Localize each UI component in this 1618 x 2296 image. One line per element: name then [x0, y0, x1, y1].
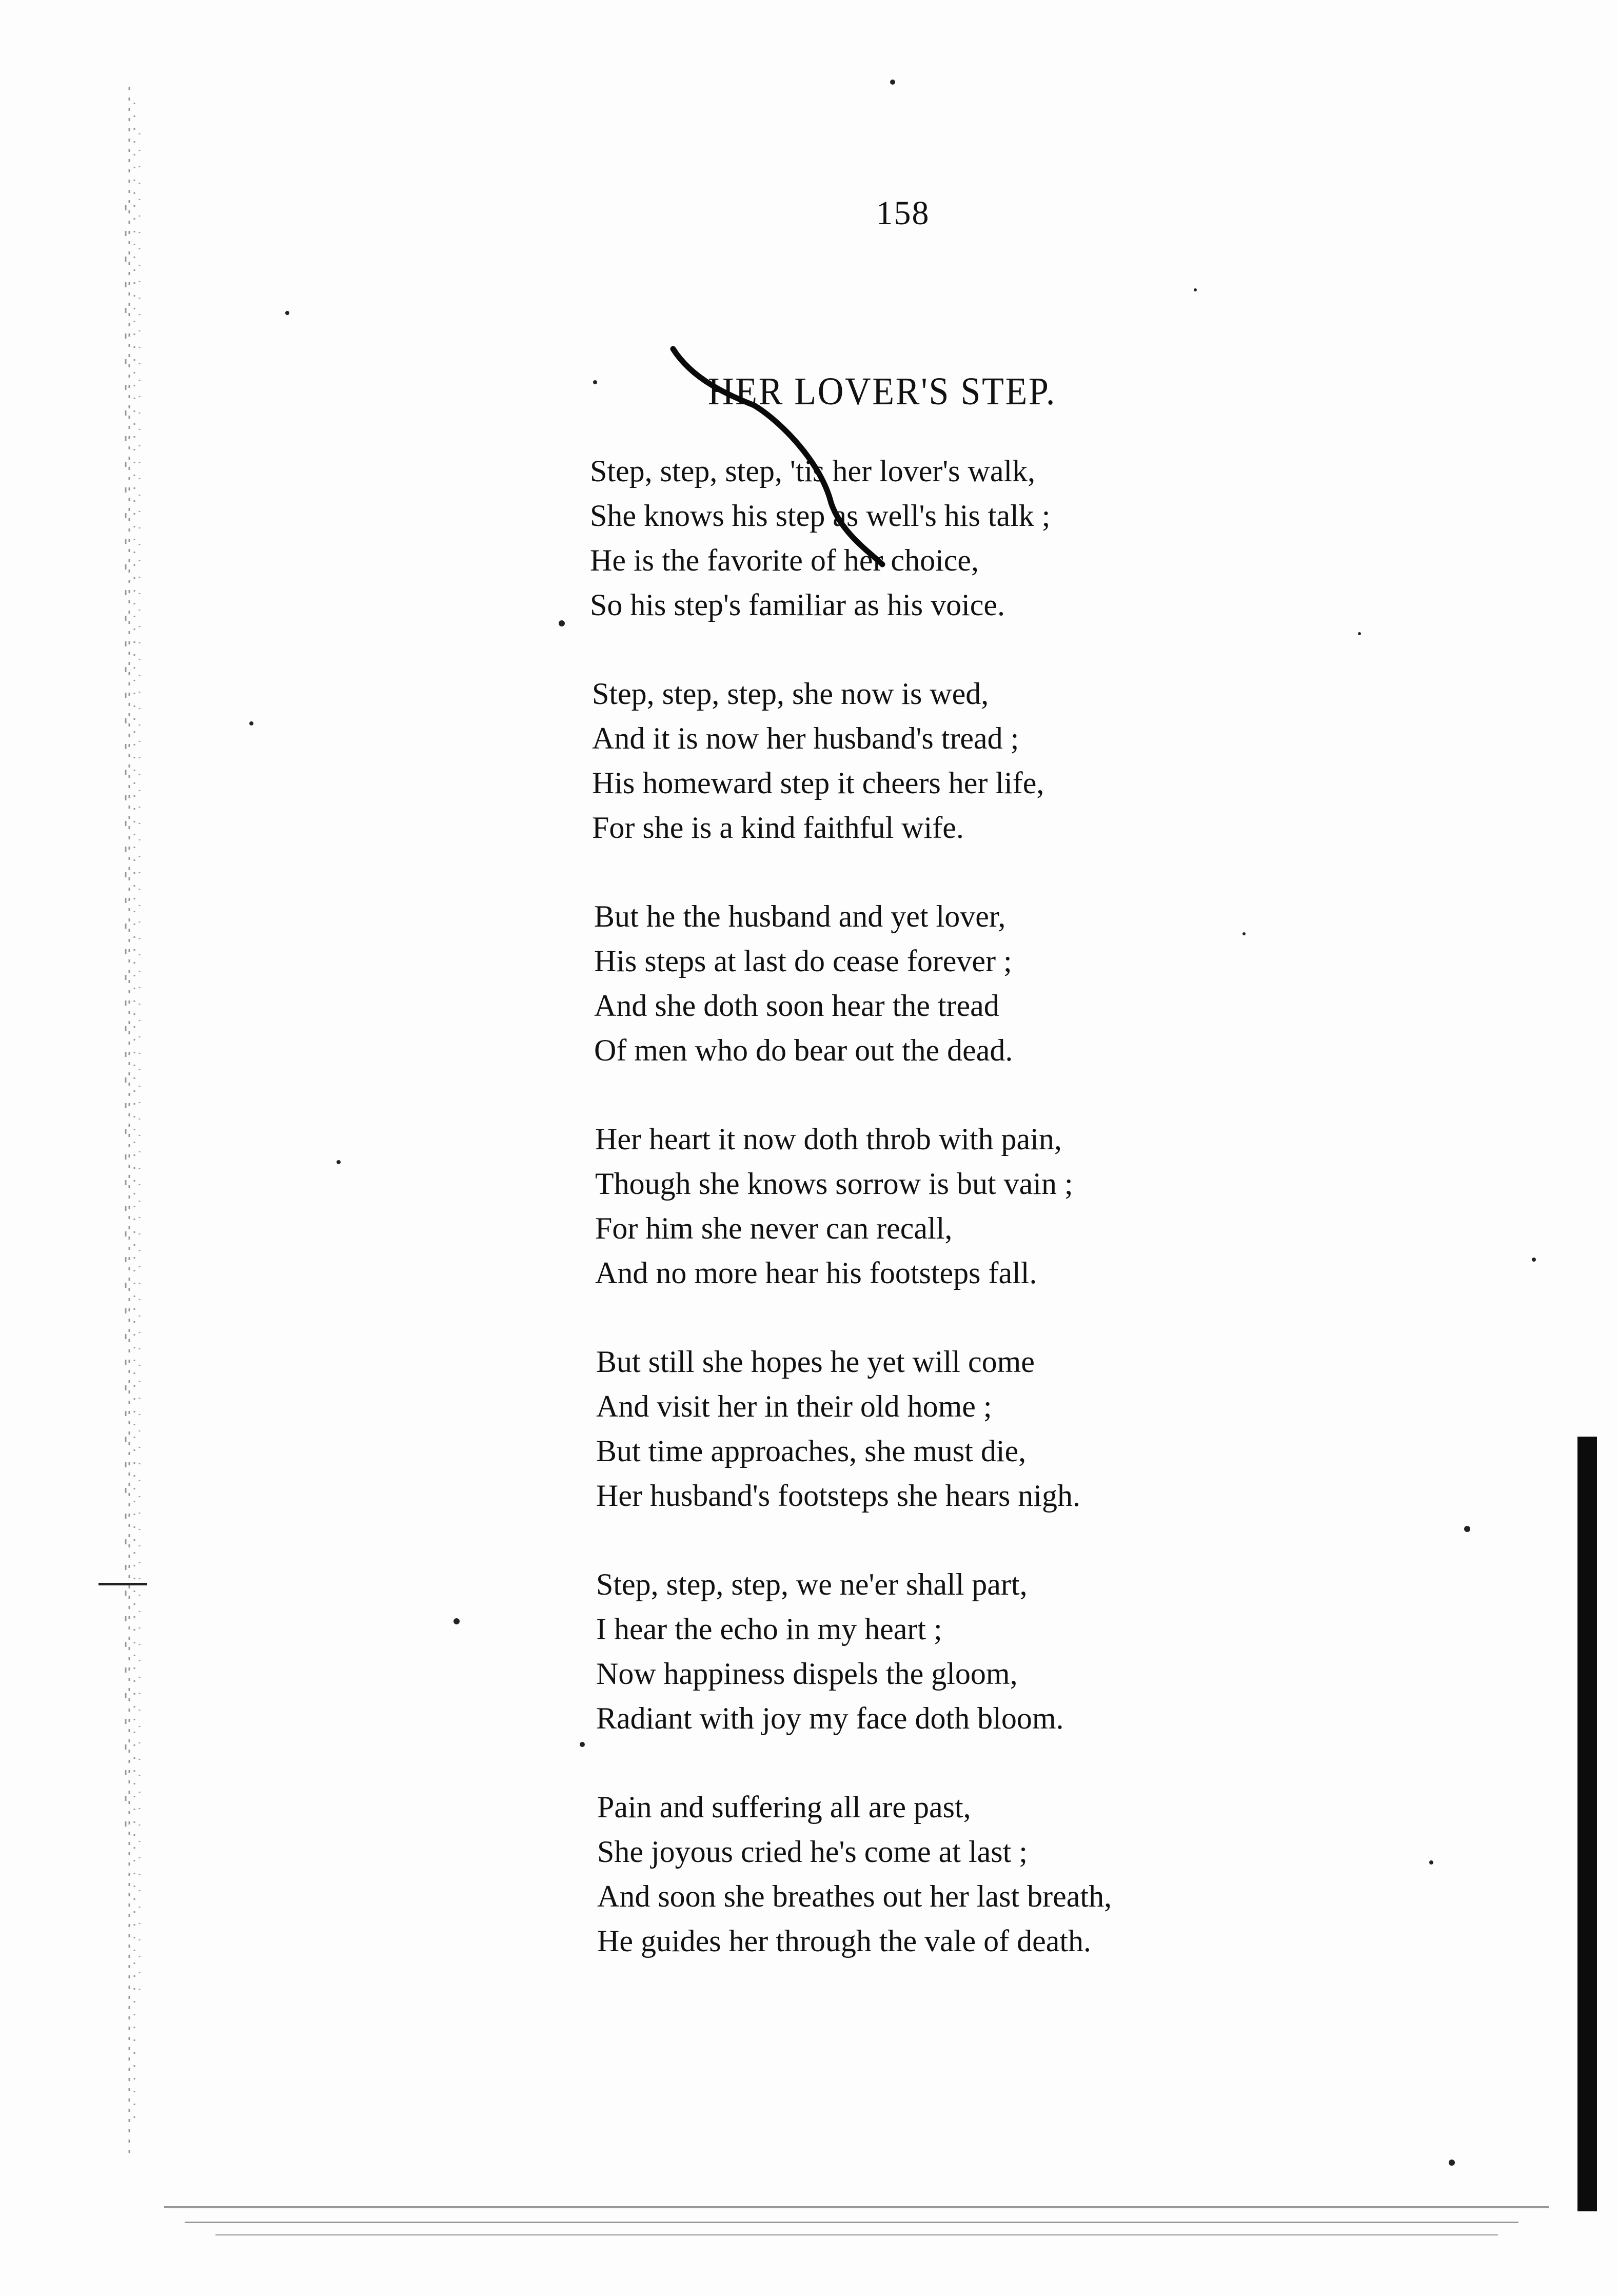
poem-line: I hear the echo in my heart ;	[596, 1612, 942, 1646]
poem-body	[590, 449, 1308, 2008]
poem-line: For she is a kind faithful wife.	[592, 811, 964, 845]
poem-line: Step, step, step, we ne'er shall part,	[596, 1567, 1028, 1601]
poem-line: Her husband's footsteps she hears nigh.	[596, 1479, 1080, 1513]
poem-line: His homeward step it cheers her life,	[592, 766, 1044, 800]
poem-line: She knows his step as well's his talk ;	[590, 499, 1051, 533]
poem-line: He guides her through the vale of death.	[597, 1924, 1092, 1958]
stanza-1	[590, 449, 1308, 627]
poem-line: His steps at last do cease forever ;	[594, 944, 1012, 978]
poem-line: Of men who do bear out the dead.	[594, 1033, 1013, 1067]
stanza-5	[590, 1340, 1308, 1518]
stanza-4	[590, 1117, 1308, 1296]
poem-line: Her heart it now doth throb with pain,	[595, 1122, 1062, 1156]
poem-line: And no more hear his footsteps fall.	[595, 1256, 1037, 1290]
poem-line: Though she knows sorrow is but vain ;	[595, 1167, 1073, 1201]
stanza-7	[590, 1785, 1308, 1964]
page-number: 158	[876, 194, 930, 232]
poem-line: She joyous cried he's come at last ;	[597, 1835, 1028, 1869]
poem-title: HER LOVER'S STEP.	[708, 370, 1057, 413]
poem-line: Step, step, step, 'tis her lover's walk,	[590, 454, 1036, 488]
poem-line: Step, step, step, she now is wed,	[592, 677, 989, 711]
poem-line: But time approaches, she must die,	[596, 1434, 1027, 1468]
stanza-6	[590, 1562, 1308, 1741]
poem-line: And visit her in their old home ;	[596, 1389, 992, 1423]
poem-line: For him she never can recall,	[595, 1211, 953, 1245]
margin-rule	[98, 1583, 147, 1585]
poem-line: And it is now her husband's tread ;	[592, 721, 1019, 755]
poem-line: And soon she breathes out her last breath,	[597, 1879, 1112, 1913]
poem-line: But still she hopes he yet will come	[596, 1345, 1035, 1379]
bottom-edge-noise	[164, 2206, 1549, 2235]
poem-line: Pain and suffering all are past,	[597, 1790, 971, 1824]
poem-line: He is the favorite of her choice,	[590, 543, 979, 577]
poem-line: So his step's familiar as his voice.	[590, 588, 1005, 622]
stanza-3	[590, 894, 1308, 1073]
poem-line: But he the husband and yet lover,	[594, 899, 1006, 933]
stanza-2	[590, 672, 1308, 850]
poem-line: Now happiness dispels the gloom,	[596, 1657, 1018, 1691]
binding-edge-noise	[126, 87, 140, 2155]
scan-edge-bar	[1577, 1437, 1597, 2211]
poem-line: Radiant with joy my face doth bloom.	[596, 1701, 1064, 1735]
poem-line: And she doth soon hear the tread	[594, 989, 999, 1023]
